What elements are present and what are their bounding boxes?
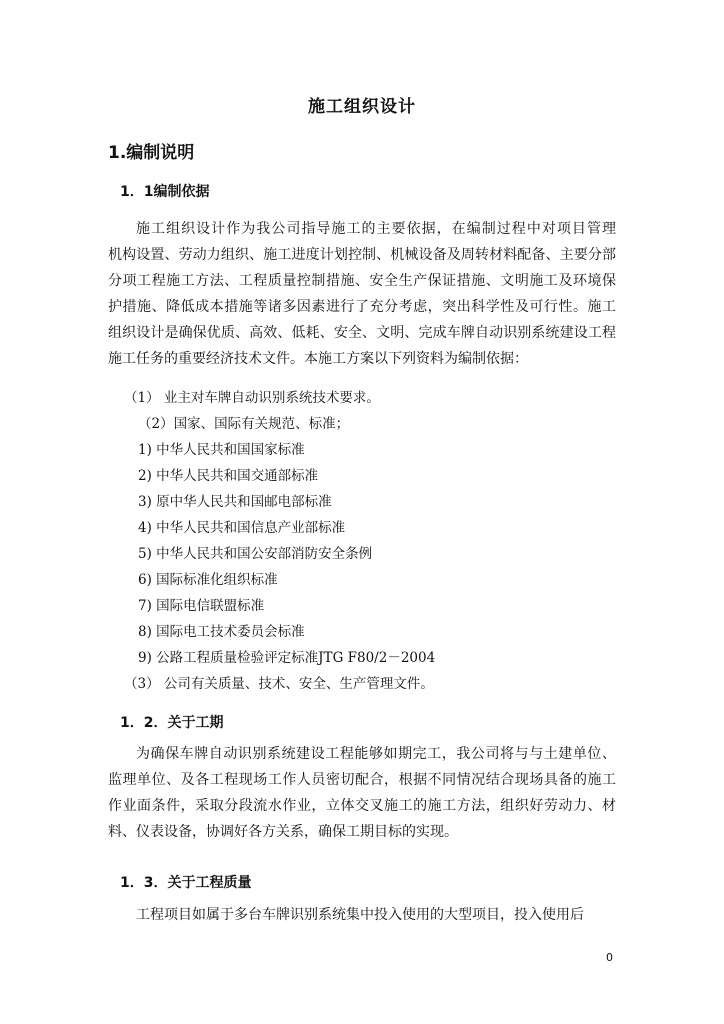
list-item: 2) 中华人民共和国交通部标准 — [138, 468, 319, 484]
list-item: 3) 原中华人民共和国邮电部标准 — [138, 494, 332, 510]
list-item: 7) 国际电信联盟标准 — [138, 598, 265, 614]
paragraph-line: 为确保车牌自动识别系统建设工程能够如期完工，我公司将与与土建单位、 — [136, 746, 616, 762]
paragraph-line: 组织设计是确保优质、高效、低耗、安全、文明、完成车牌自动识别系统建设工程 — [108, 325, 616, 341]
page-title: 施工组织设计 — [308, 97, 416, 117]
list-item: （3） 公司有关质量、技术、安全、生产管理文件。 — [124, 676, 434, 692]
section-1-3-paragraph — [108, 902, 616, 928]
list-item: 6) 国际标准化组织标准 — [138, 572, 278, 588]
paragraph-line: 监理单位、及各工程现场工作人员密切配合，根据不同情况结合现场具备的施工 — [108, 772, 616, 788]
paragraph-line: 施工组织设计作为我公司指导施工的主要依据，在编制过程中对项目管理 — [136, 221, 616, 237]
list-item: 8) 国际电工技术委员会标准 — [138, 624, 305, 640]
section-1-2-heading: 1．2．关于工期 — [120, 715, 224, 731]
list-item: （2）国家、国际有关规范、标准； — [138, 416, 350, 432]
paragraph-line: 作业面条件，采取分段流水作业，立体交叉施工的施工方法，组织好劳动力、材 — [108, 798, 616, 814]
section-1-1-paragraph — [108, 216, 616, 372]
paragraph-line: 分项工程施工方法、工程质量控制措施、安全生产保证措施、文明施工及环境保 — [108, 273, 616, 289]
section-1-1-heading: 1．1编制依据 — [120, 184, 210, 200]
list-item: （1） 业主对车牌自动识别系统技术要求。 — [124, 390, 380, 406]
list-item: 4) 中华人民共和国信息产业部标准 — [138, 520, 346, 536]
list-item: 5) 中华人民共和国公安部消防安全条例 — [138, 546, 373, 562]
section-1-3-heading: 1．3．关于工程质量 — [120, 875, 252, 891]
paragraph-line: 施工任务的重要经济技术文件。本施工方案以下列资料为编制依据： — [108, 351, 528, 367]
paragraph-line: 机构设置、劳动力组织、施工进度计划控制、机械设备及周转材料配备、主要分部 — [108, 247, 616, 263]
paragraph-line: 护措施、降低成本措施等诸多因素进行了充分考虑，突出科学性及可行性。施工 — [108, 299, 616, 315]
list-item: 9) 公路工程质量检验评定标准JTG F80/2－2004 — [138, 650, 436, 666]
basis-list — [108, 385, 435, 697]
page-number: 0 — [606, 951, 613, 964]
paragraph-line: 工程项目如属于多台车牌识别系统集中投入使用的大型项目，投入使用后 — [136, 907, 584, 923]
paragraph-line: 料、仪表设备，协调好各方关系，确保工期目标的实现。 — [108, 824, 458, 840]
section-1-heading: 1.编制说明 — [108, 143, 195, 163]
list-item: 1) 中华人民共和国国家标准 — [138, 442, 305, 458]
section-1-2-paragraph — [108, 741, 616, 845]
